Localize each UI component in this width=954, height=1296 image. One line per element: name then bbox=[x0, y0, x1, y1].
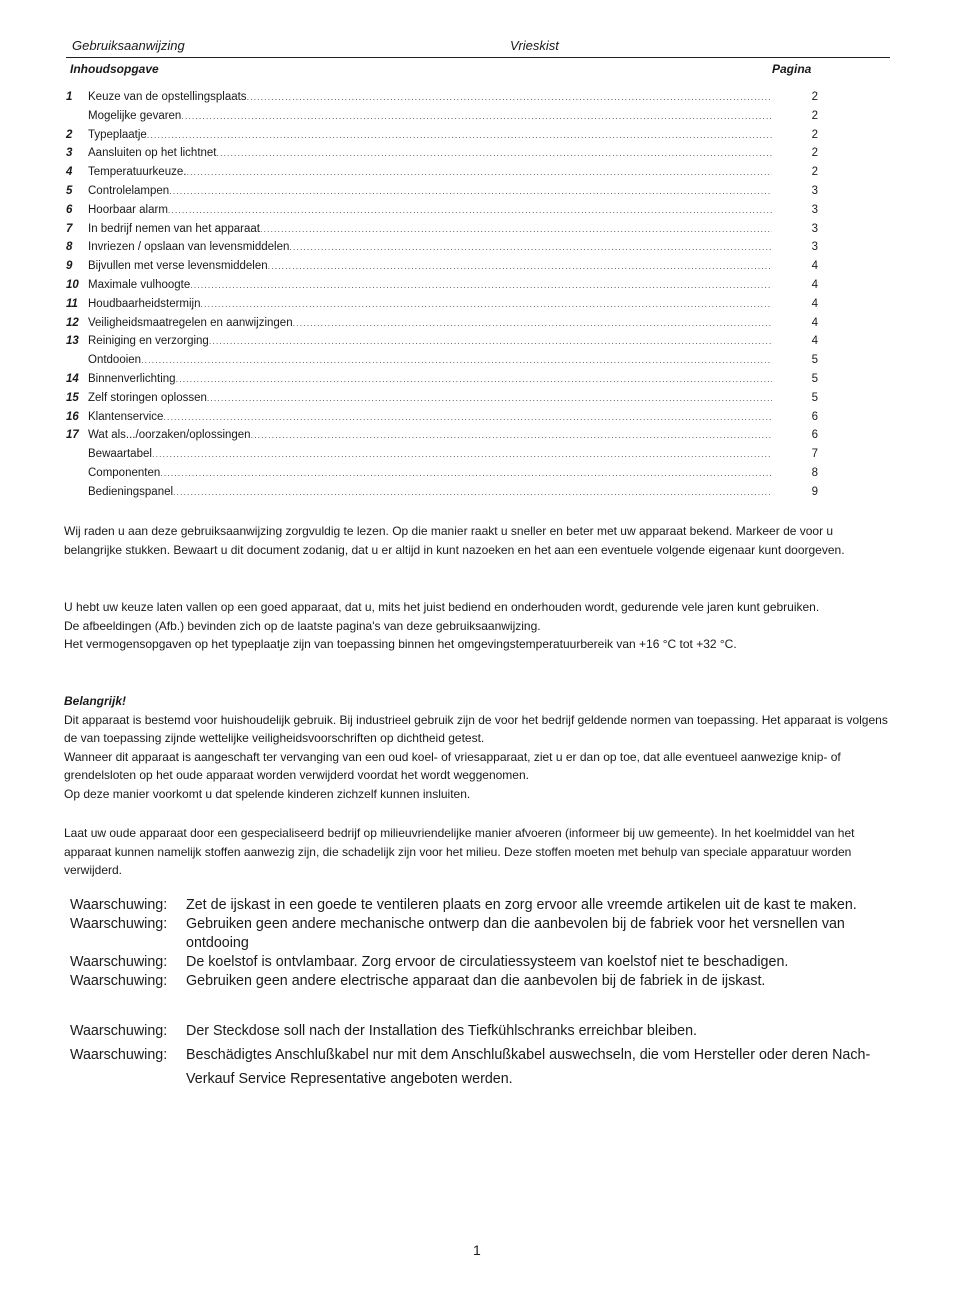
toc-item-title: Zelf storingen oplossen bbox=[88, 391, 207, 404]
warning-label: Waarschuwing: bbox=[70, 954, 168, 970]
toc-item-page: 2 bbox=[811, 128, 818, 141]
toc-item-line bbox=[88, 295, 772, 314]
warning-item bbox=[70, 953, 890, 972]
toc-item-page: 7 bbox=[811, 448, 818, 461]
toc-item-page: 2 bbox=[811, 109, 818, 122]
toc-dot-leader bbox=[141, 351, 772, 370]
table-of-contents bbox=[66, 88, 826, 502]
toc-item-number: 16 bbox=[66, 410, 79, 423]
toc-item-number: 15 bbox=[66, 391, 79, 404]
toc-item-number: 11 bbox=[66, 297, 78, 310]
toc-item-page: 6 bbox=[811, 410, 818, 423]
toc-item-title: Invriezen / opslaan van levensmiddelen bbox=[88, 241, 290, 254]
toc-item-number: 10 bbox=[66, 278, 79, 291]
toc-dot-leader bbox=[181, 107, 772, 126]
toc-item-line bbox=[88, 332, 772, 351]
page-number: 1 bbox=[473, 1242, 481, 1258]
toc-item bbox=[66, 182, 826, 201]
toc-item bbox=[66, 389, 826, 408]
toc-item-number: 9 bbox=[66, 260, 73, 273]
toc-item-line bbox=[88, 464, 772, 483]
toc-item-number: 3 bbox=[66, 147, 73, 160]
toc-item-line bbox=[88, 257, 772, 276]
toc-item-title: Hoorbaar alarm bbox=[88, 203, 168, 216]
toc-dot-leader bbox=[217, 144, 772, 163]
toc-item bbox=[66, 426, 826, 445]
toc-item-line bbox=[88, 88, 772, 107]
toc-dot-leader bbox=[260, 220, 772, 239]
toc-item-title: Bijvullen met verse levensmiddelen bbox=[88, 260, 268, 273]
toc-item bbox=[66, 201, 826, 220]
warnings-block-1 bbox=[70, 896, 890, 991]
toc-item-line bbox=[88, 314, 772, 333]
toc-item-page: 3 bbox=[811, 222, 818, 235]
toc-item bbox=[66, 370, 826, 389]
toc-item-page: 8 bbox=[811, 466, 818, 479]
toc-item-number: 4 bbox=[66, 166, 73, 179]
toc-item-page: 9 bbox=[811, 485, 818, 498]
toc-item-page: 2 bbox=[811, 91, 818, 103]
toc-item-line bbox=[88, 238, 772, 257]
warning-item bbox=[70, 1043, 890, 1091]
toc-item-page: 5 bbox=[811, 372, 818, 385]
toc-dot-leader bbox=[293, 314, 772, 333]
important-section bbox=[64, 692, 894, 804]
toc-item-title: Wat als.../oorzaken/oplossingen bbox=[88, 429, 251, 442]
toc-item-title: Bewaartabel bbox=[88, 448, 152, 461]
toc-item-line bbox=[88, 220, 772, 239]
warning-text: Der Steckdose soll nach der Installation des Tiefkühlschranks erreichbar bleiben. bbox=[186, 1023, 697, 1039]
warning-text: Gebruiken geen andere mechanische ontwerp dan die aanbevolen bij de fabriek voor het versnellen van ontdooing bbox=[186, 916, 845, 951]
important-line: Op deze manier voorkomt u dat spelende kinderen zichzelf kunnen insluiten. bbox=[64, 786, 471, 801]
toc-item-line bbox=[88, 389, 772, 408]
toc-item-line bbox=[88, 483, 772, 502]
toc-item-line bbox=[88, 126, 772, 145]
important-title: Belangrijk! bbox=[64, 694, 127, 708]
toc-item-page: 3 bbox=[811, 184, 818, 197]
warning-label: Waarschuwing: bbox=[70, 1047, 168, 1063]
toc-item-number: 6 bbox=[66, 203, 73, 216]
warnings-block-2 bbox=[70, 1019, 890, 1091]
intro2-line: De afbeeldingen (Afb.) bevinden zich op de laatste pagina's van deze gebruiksaanwijzing. bbox=[64, 618, 541, 633]
disposal-paragraph bbox=[64, 824, 894, 880]
toc-item-line bbox=[88, 445, 772, 464]
header-divider bbox=[66, 57, 890, 58]
toc-item-number: 7 bbox=[66, 222, 73, 235]
toc-item-number: 13 bbox=[66, 335, 79, 348]
toc-page-label: Pagina bbox=[772, 62, 812, 76]
toc-item-page: 4 bbox=[811, 316, 818, 329]
toc-dot-leader bbox=[190, 276, 772, 295]
toc-item-page: 6 bbox=[811, 429, 818, 442]
toc-item bbox=[66, 88, 826, 107]
toc-item-page: 5 bbox=[811, 354, 818, 367]
toc-item-number: 17 bbox=[66, 429, 79, 442]
toc-item bbox=[66, 144, 826, 163]
toc-item bbox=[66, 332, 826, 351]
toc-dot-leader bbox=[168, 201, 772, 220]
warning-item bbox=[70, 896, 890, 915]
toc-item-page: 3 bbox=[811, 203, 818, 216]
toc-dot-leader bbox=[163, 408, 772, 427]
toc-item-title: Binnenverlichting bbox=[88, 372, 176, 385]
toc-item-line bbox=[88, 182, 772, 201]
toc-item bbox=[66, 314, 826, 333]
toc-dot-leader bbox=[160, 464, 772, 483]
disposal-text: Laat uw oude apparaat door een gespecialiseerd bedrijf op milieuvriendelijke manier afvoeren (informeer bij uw gemeente). In het koelmiddel van het apparaat kunnen namelijk stoffen aanwezig zijn, die schadelijk zijn voor het milieu. Deze stoffen moeten met behulp van speciale apparatuur worden verwijderd. bbox=[64, 826, 855, 878]
warning-text: Zet de ijskast in een goede te ventileren plaats en zorg ervoor alle vreemde artikelen uit de kast te maken. bbox=[186, 897, 857, 913]
important-line: Wanneer dit apparaat is aangeschaft ter vervanging van een oud koel- of vriesapparaat, ziet u er dan op toe, dat alle eventueel aanwezige knip- of grendelsloten op het oude apparaat worden verwijderd voordat het wordt weggenomen. bbox=[64, 749, 841, 783]
toc-item bbox=[66, 464, 826, 483]
toc-item-number: 5 bbox=[66, 184, 73, 197]
toc-item-line bbox=[88, 426, 772, 445]
toc-item bbox=[66, 351, 826, 370]
toc-item-number: 1 bbox=[66, 91, 73, 103]
intro-text: Wij raden u aan deze gebruiksaanwijzing zorgvuldig te lezen. Op die manier raakt u sneller en beter met uw apparaat bekend. Markeer de voor u belangrijke stukken. Bewaart u dit document zodanig, dat u er altijd in kunt nazoeken en het aan een eventuele volgende eigenaar kunt doorgeven. bbox=[64, 524, 845, 557]
toc-item-line bbox=[88, 107, 772, 126]
toc-item bbox=[66, 126, 826, 145]
toc-dot-leader bbox=[251, 426, 772, 445]
toc-item-title: Controlelampen bbox=[88, 184, 170, 197]
toc-item-page: 5 bbox=[811, 391, 818, 404]
intro2-line: U hebt uw keuze laten vallen op een goed apparaat, dat u, mits het juist bediend en onderhouden wordt, gedurende vele jaren kunt gebruiken. bbox=[64, 600, 820, 614]
toc-item-title: Maximale vulhoogte bbox=[88, 278, 191, 291]
toc-item-page: 3 bbox=[811, 241, 818, 254]
toc-item-title: Bedieningspanel bbox=[88, 485, 174, 498]
toc-item-page: 4 bbox=[811, 297, 818, 310]
toc-item bbox=[66, 295, 826, 314]
toc-item-page: 4 bbox=[811, 335, 818, 348]
warning-label: Waarschuwing: bbox=[70, 973, 168, 989]
warning-label: Waarschuwing: bbox=[70, 1023, 168, 1039]
toc-item-title: Klantenservice bbox=[88, 410, 164, 423]
toc-item bbox=[66, 107, 826, 126]
warning-text: Gebruiken geen andere electrische apparaat dan die aanbevolen bij de fabriek in de ijskast. bbox=[186, 973, 766, 989]
header-product-name: Vrieskist bbox=[510, 38, 559, 53]
toc-item-title: Reiniging en verzorging bbox=[88, 335, 209, 348]
toc-dot-leader bbox=[207, 389, 772, 408]
toc-item-line bbox=[88, 408, 772, 427]
toc-item-page: 4 bbox=[811, 278, 818, 291]
toc-item-title: Temperatuurkeuze. bbox=[88, 166, 187, 179]
toc-item-page: 2 bbox=[811, 166, 818, 179]
toc-item-title: Ontdooien bbox=[88, 354, 142, 367]
toc-dot-leader bbox=[247, 88, 772, 107]
toc-item-number: 8 bbox=[66, 241, 73, 254]
toc-item-line bbox=[88, 276, 772, 295]
toc-dot-leader bbox=[147, 126, 772, 145]
toc-item bbox=[66, 163, 826, 182]
toc-dot-leader bbox=[173, 483, 772, 502]
toc-item-line bbox=[88, 351, 772, 370]
toc-item bbox=[66, 220, 826, 239]
warning-label: Waarschuwing: bbox=[70, 897, 168, 913]
warning-item bbox=[70, 915, 890, 953]
toc-item-title: Mogelijke gevaren bbox=[88, 109, 182, 122]
toc-item bbox=[66, 483, 826, 502]
toc-item-number: 12 bbox=[66, 316, 79, 329]
intro-paragraph bbox=[64, 522, 894, 559]
toc-item bbox=[66, 238, 826, 257]
warning-label: Waarschuwing: bbox=[70, 916, 168, 932]
toc-item-title: Typeplaatje bbox=[88, 128, 147, 141]
toc-dot-leader bbox=[289, 238, 772, 257]
toc-item bbox=[66, 445, 826, 464]
toc-item-page: 2 bbox=[811, 147, 818, 160]
intro-paragraph-2 bbox=[64, 598, 894, 654]
toc-item-number: 14 bbox=[66, 372, 79, 385]
toc-dot-leader bbox=[201, 295, 772, 314]
toc-item-number: 2 bbox=[66, 128, 73, 141]
toc-dot-leader bbox=[152, 445, 772, 464]
toc-item bbox=[66, 408, 826, 427]
toc-dot-leader bbox=[268, 257, 772, 276]
toc-item bbox=[66, 257, 826, 276]
warning-text: De koelstof is ontvlambaar. Zorg ervoor de circulatiessysteem van koelstof niet te beschadigen. bbox=[186, 954, 789, 970]
toc-title: Inhoudsopgave bbox=[70, 62, 159, 76]
warning-item bbox=[70, 972, 890, 991]
toc-item-title: Aansluiten op het lichtnet bbox=[88, 147, 217, 160]
toc-item-line bbox=[88, 370, 772, 389]
toc-item bbox=[66, 276, 826, 295]
toc-dot-leader bbox=[176, 370, 772, 389]
toc-dot-leader bbox=[169, 182, 772, 201]
toc-item-line bbox=[88, 201, 772, 220]
toc-dot-leader bbox=[209, 332, 772, 351]
important-line: Dit apparaat is bestemd voor huishoudelijk gebruik. Bij industrieel gebruik zijn de voor het bedrijf geldende normen van toepassing. Het apparaat is volgens de van toepassing zijnde wettelijke veiligheidsvoorschriften op dichtheid getest. bbox=[64, 712, 888, 746]
header-manual-title: Gebruiksaanwijzing bbox=[72, 38, 185, 53]
intro2-line: Het vermogensopgaven op het typeplaatje zijn van toepassing binnen het omgevingstemperatuurbereik van +16 °C tot +32 °C. bbox=[64, 637, 737, 652]
toc-item-title: Componenten bbox=[88, 466, 161, 479]
toc-item-page: 4 bbox=[811, 260, 818, 273]
toc-item-title: Keuze van de opstellingsplaats bbox=[88, 91, 247, 103]
warning-text: Beschädigtes Anschlußkabel nur mit dem Anschlußkabel auswechseln, die vom Hersteller oder deren Nach-Verkauf Service Representative angeboten werden. bbox=[186, 1047, 871, 1087]
toc-item-title: Houdbaarheidstermijn bbox=[88, 297, 201, 310]
toc-item-title: Veiligheidsmaatregelen en aanwijzingen bbox=[88, 316, 293, 329]
toc-item-line bbox=[88, 163, 772, 182]
toc-dot-leader bbox=[186, 163, 772, 182]
warning-item bbox=[70, 1019, 890, 1043]
toc-item-line bbox=[88, 144, 772, 163]
toc-item-title: In bedrijf nemen van het apparaat bbox=[88, 222, 260, 235]
